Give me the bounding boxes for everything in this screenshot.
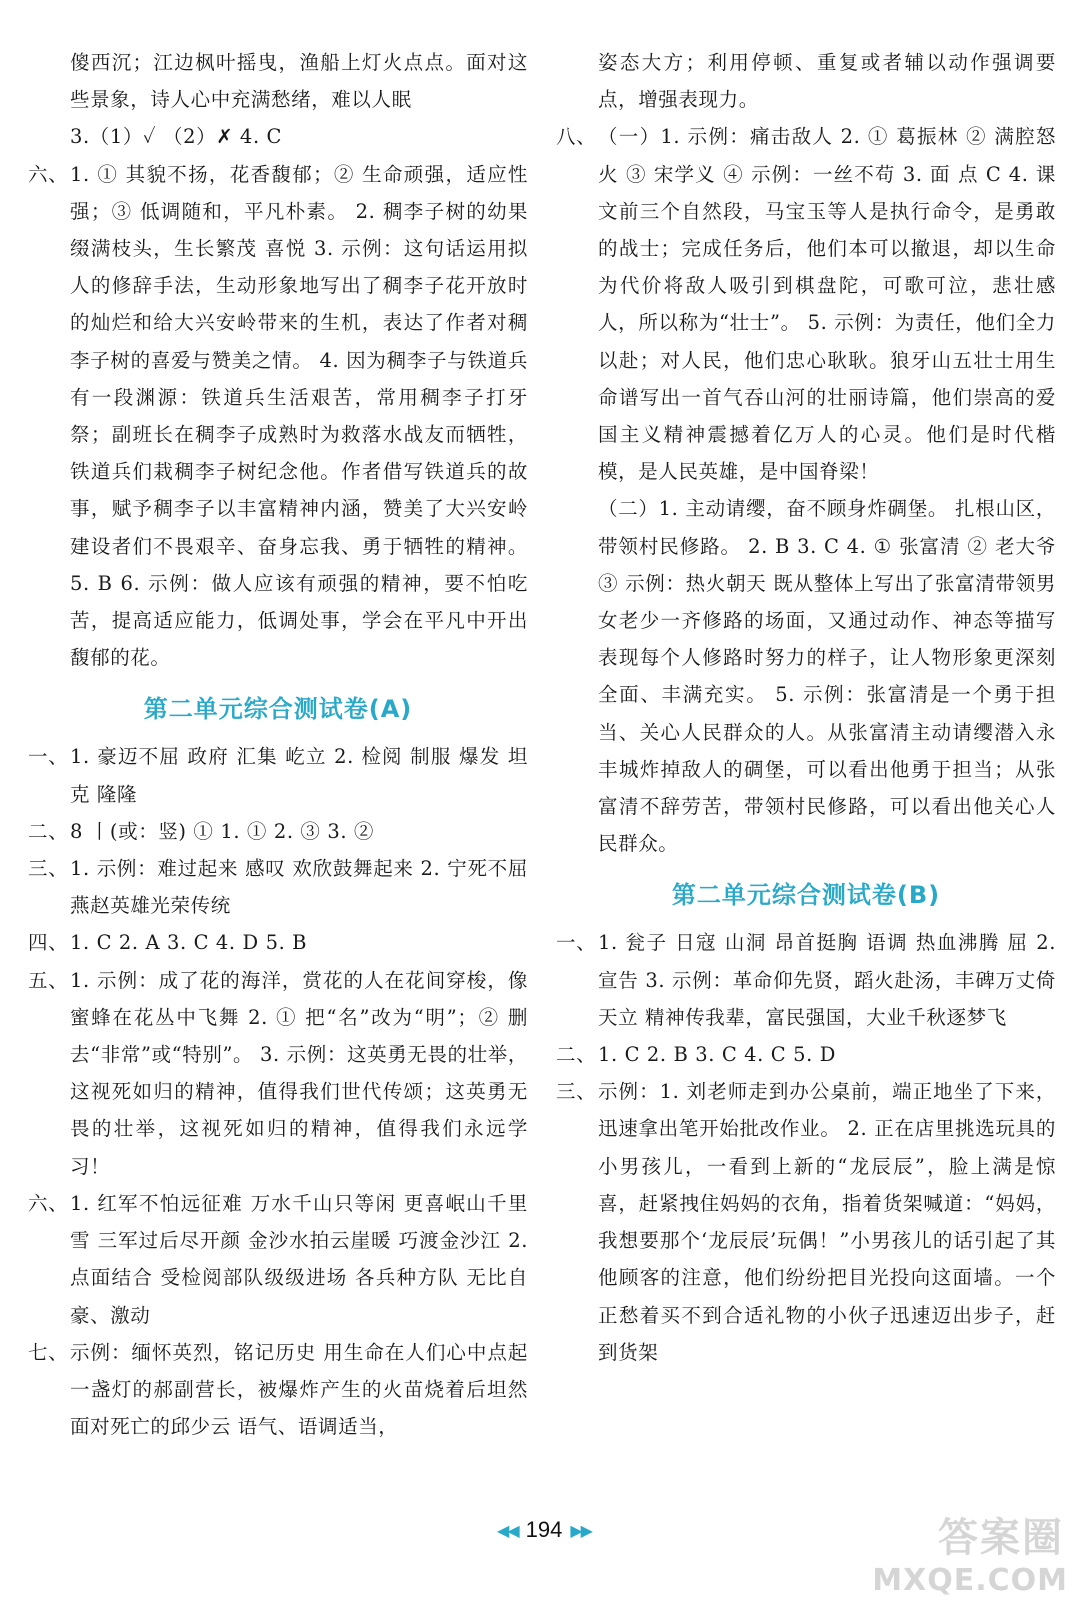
answer-paragraph	[28, 118, 528, 155]
watermark-bottom-text: MXQE.COM	[872, 1563, 1068, 1598]
answer-paragraph	[28, 1185, 528, 1334]
answer-paragraph	[28, 924, 528, 961]
question-number: 五、	[28, 968, 69, 992]
question-number: 二、	[556, 1043, 597, 1067]
answer-paragraph	[556, 490, 1056, 862]
answer-paragraph	[556, 1073, 1056, 1371]
watermark-logo	[872, 1506, 1068, 1598]
question-number: 六、	[28, 1191, 69, 1215]
prev-arrows-icon: ◀◀	[497, 1520, 518, 1540]
question-number: 七、	[28, 1340, 69, 1364]
question-number: 二、	[28, 819, 69, 843]
question-number: 四、	[28, 931, 69, 955]
answer-text: （一）1. 示例：痛击敌人 2. ① 葛振林 ② 满腔怒火 ③ 宋学义 ④ 示例：一丝不苟 3. 面 点 C 4. 课文前三个自然段，马宝玉等人是执行命令，是勇敢的战士；完成任务后，他们本可以撤退，却以生命为代价将敌人吸引到棋盘陀，可歌可泣，悲壮感人，所以称为“壮士”。 5. 示例：为责任，他们全力以赴；对人民，他们忠心耿耿。狼牙山五壮士用生命谱写出一首气吞山河的壮丽诗篇，他们崇高的爱国主义精神震撼着亿万人的心灵。他们是时代楷模，是人民英雄，是中国脊梁！	[598, 125, 1056, 484]
answer-paragraph	[28, 813, 528, 850]
answer-paragraph	[28, 850, 528, 924]
answer-text: 1. 红军不怕远征难 万水千山只等闲 更喜岷山千里雪 三军过后尽开颜 金沙水拍云崖暖 巧渡金沙江 2. 点面结合 受检阅部队级级进场 各兵种方队 无比自豪、激动	[70, 1191, 528, 1327]
section-title-a: 第二单元综合测试卷(A)	[143, 695, 413, 724]
answer-text: 1. C 2. B 3. C 4. C 5. D	[598, 1043, 836, 1067]
answer-text: 傻西沉；江边枫叶摇曳，渔船上灯火点点。面对这些景象，诗人心中充满愁绪，难以人眠	[70, 51, 528, 112]
answer-text: 姿态大方；利用停顿、重复或者辅以动作强调要点，增强表现力。	[598, 51, 1056, 112]
answer-paragraph	[28, 156, 528, 677]
watermark-top-text: 答案圈	[938, 1515, 1064, 1561]
answer-text: 1. ① 其貌不扬，花香馥郁；② 生命顽强，适应性强；③ 低调随和，平凡朴素。 2. 稠李子树的幼果缀满枝头，生长繁茂 喜悦 3. 示例：这句话运用拟人的修辞手法，生动形象地写出了稠李子花开放时的灿烂和给大兴安岭带来的生机，表达了作者对稠李子树的喜爱与赞美之情。 4. 因为稠李子与铁道兵有一段渊源：铁道兵生活艰苦，常用稠李子打牙祭；副班长在稠李子成熟时为救落水战友而牺牲，铁道兵们栽稠李子树纪念他。作者借写铁道兵的故事，赋予稠李子以丰富精神内涵，赞美了大兴安岭建设者们不畏艰辛、奋身忘我、勇于牺牲的精神。 5. B 6. 示例：做人应该有顽强的精神，要不怕吃苦，提高适应能力，低调处事，学会在平凡中开出馥郁的花。	[70, 162, 528, 670]
answer-paragraph	[556, 1036, 1056, 1073]
answer-paragraph	[556, 44, 1056, 118]
left-column	[28, 44, 528, 1445]
question-number: 六、	[28, 162, 69, 186]
answer-text: 示例：1. 刘老师走到办公桌前，端正地坐了下来，迅速拿出笔开始批改作业。 2. 正在店里挑选玩具的小男孩儿，一看到上新的“龙辰辰”，脸上满是惊喜，赶紧拽住妈妈的衣角，指着货架喊道：“妈妈，我想要那个‘龙辰辰’玩偶！”小男孩儿的话引起了其他顾客的注意，他们纷纷把目光投向这面墙。一个正愁着买不到合适礼物的小伙子迅速迈出步子，赶到货架	[598, 1080, 1056, 1364]
question-number: 三、	[556, 1080, 597, 1104]
answer-paragraph	[556, 118, 1056, 490]
section-title-b: 第二单元综合测试卷(B)	[671, 881, 941, 910]
answer-text: 1. 示例：难过起来 感叹 欢欣鼓舞起来 2. 宁死不屈 燕赵英雄光荣传统	[70, 857, 528, 918]
answer-text: 示例：缅怀英烈，铭记历史 用生命在人们心中点起一盏灯的郝副营长，被爆炸产生的火苗烧着后坦然面对死亡的邱少云 语气、语调适当，	[70, 1340, 528, 1439]
next-arrows-icon: ▶▶	[570, 1520, 591, 1540]
answer-text: 1. 瓮子 日寇 山洞 昂首挺胸 语调 热血沸腾 屈 2. 宣告 3. 示例：革命仰先贤，蹈火赴汤，丰碑万丈倚天立 精神传我辈，富民强国，大业千秋逐梦飞	[598, 931, 1056, 1029]
answer-paragraph	[556, 924, 1056, 1036]
question-number: 八、	[556, 125, 597, 149]
answer-text: 8 丨(或：竖) ① 1. ① 2. ③ 3. ②	[70, 819, 375, 843]
answer-text: 3.（1）✓ （2）✗ 4. C	[70, 125, 283, 149]
question-number: 一、	[28, 745, 69, 769]
answer-text: 1. 豪迈不屈 政府 汇集 屹立 2. 检阅 制服 爆发 坦克 隆隆	[70, 745, 528, 806]
right-column	[556, 44, 1056, 1371]
answer-paragraph	[28, 44, 528, 118]
question-number: 三、	[28, 857, 69, 881]
answer-text: 1. 示例：成了花的海洋，赏花的人在花间穿梭，像蜜蜂在花丛中飞舞 2. ① 把“名”改为“明”；② 删去“非常”或“特别”。 3. 示例：这英勇无畏的壮举，这视死如归的精神，值得我们世代传颂；这英勇无畏的壮举，这视死如归的精神，值得我们永远学习！	[70, 968, 528, 1178]
answer-paragraph	[28, 962, 528, 1185]
answer-paragraph	[28, 1334, 528, 1446]
answer-paragraph	[28, 738, 528, 812]
answer-text: 1. C 2. A 3. C 4. D 5. B	[70, 931, 308, 955]
question-number: 一、	[556, 931, 597, 955]
answer-text: （二）1. 主动请缨，奋不顾身炸碉堡。 扎根山区，带领村民修路。 2. B 3. C 4. ① 张富清 ② 老大爷 ③ 示例：热火朝天 既从整体上写出了张富清带领男女老少一齐修路的场面，又通过动作、神态等描写表现每个人修路时努力的样子，让人物形象更深刻全面、丰满充实。 5. 示例：张富清是一个勇于担当、关心人民群众的人。从张富清主动请缨潜入永丰城炸掉敌人的碉堡，可以看出他勇于担当；从张富清不辞劳苦，带领村民修路，可以看出他关心人民群众。	[598, 497, 1056, 856]
page-number: 194	[525, 1517, 563, 1542]
